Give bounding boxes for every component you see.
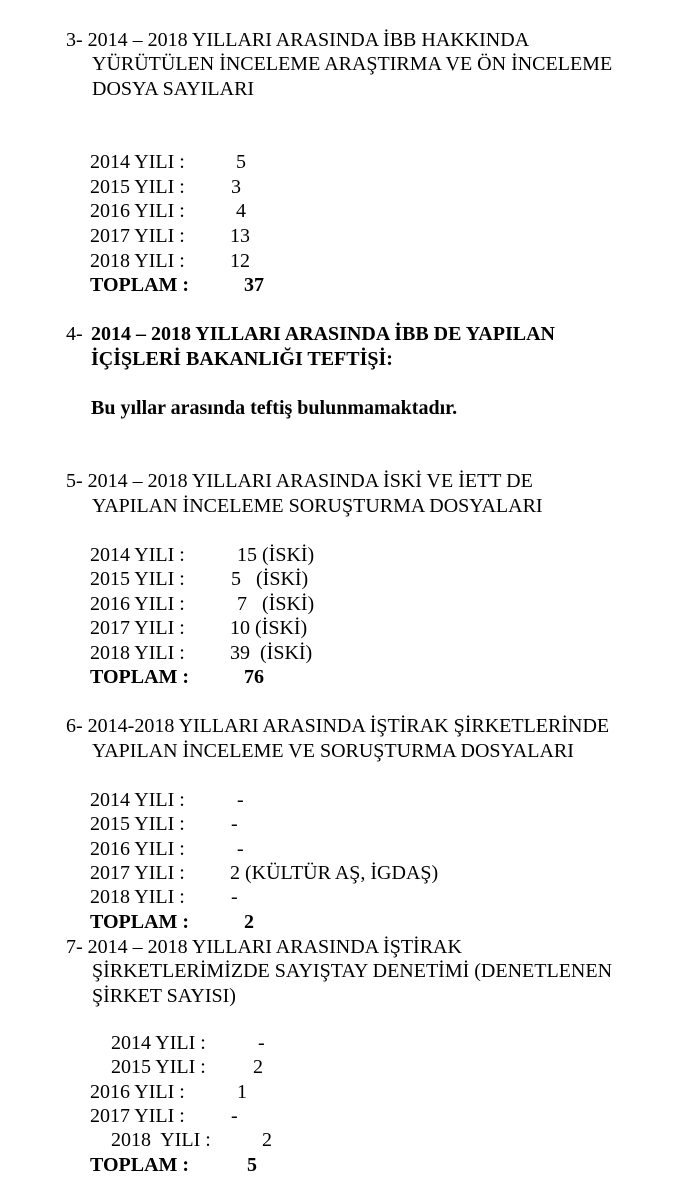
s7-total-label: TOPLAM : <box>90 1154 190 1176</box>
section-4-heading-line-2: İÇİŞLERİ BAKANLIĞI TEFTİŞİ: <box>91 348 393 370</box>
s3-row-2014-value: 5 <box>236 151 246 173</box>
s3-row-2016-label: 2016 YILI : <box>90 200 185 222</box>
s6-row-2014-value: - <box>237 789 244 811</box>
s5-row-2017-label: 2017 YILI : <box>90 617 185 639</box>
s6-total-value: 2 <box>244 911 254 933</box>
s6-row-2018-value: - <box>231 886 238 908</box>
s7-row-2015-label: 2015 YILI : <box>111 1056 206 1078</box>
s6-row-2015-label: 2015 YILI : <box>90 813 185 835</box>
section-7-heading-line-3: ŞİRKET SAYISI) <box>92 985 236 1007</box>
s5-row-2018-value: 39 (İSKİ) <box>230 642 313 664</box>
section-7-heading-line-2: ŞİRKETLERİMİZDE SAYIŞTAY DENETİMİ (DENETLENEN <box>92 960 613 982</box>
section-4-prefix: 4- <box>66 323 83 345</box>
s7-row-2014-value: - <box>258 1032 265 1054</box>
s6-total-label: TOPLAM : <box>90 911 190 933</box>
s5-row-2016-label: 2016 YILI : <box>90 593 185 615</box>
s6-row-2018-label: 2018 YILI : <box>90 886 185 908</box>
s7-row-2017-label: 2017 YILI : <box>90 1105 185 1127</box>
s3-row-2017-label: 2017 YILI : <box>90 225 185 247</box>
s7-row-2016-label: 2016 YILI : <box>90 1081 185 1103</box>
s3-total-value: 37 <box>244 274 264 296</box>
s5-row-2018-label: 2018 YILI : <box>90 642 185 664</box>
s7-row-2018-value: 2 <box>262 1129 272 1151</box>
s3-row-2016-value: 4 <box>236 200 246 222</box>
s5-row-2015-value: 5 (İSKİ) <box>231 568 309 590</box>
section-4-body: Bu yıllar arasında teftiş bulunmamaktadır. <box>91 397 458 419</box>
s7-total-value: 5 <box>247 1154 257 1176</box>
s6-row-2015-value: - <box>231 813 238 835</box>
s3-row-2014-label: 2014 YILI : <box>90 151 185 173</box>
s5-total-value: 76 <box>244 666 264 688</box>
s3-row-2017-value: 13 <box>230 225 250 247</box>
s7-row-2014-label: 2014 YILI : <box>111 1032 206 1054</box>
section-3-heading-line-2: YÜRÜTÜLEN İNCELEME ARAŞTIRMA VE ÖN İNCELEME <box>92 53 613 75</box>
s5-total-label: TOPLAM : <box>90 666 190 688</box>
s7-row-2017-value: - <box>231 1105 238 1127</box>
section-5-heading-line-2: YAPILAN İNCELEME SORUŞTURMA DOSYALARI <box>92 495 543 517</box>
s3-row-2018-label: 2018 YILI : <box>90 250 185 272</box>
s5-row-2014-label: 2014 YILI : <box>90 544 185 566</box>
section-3-heading-line-3: DOSYA SAYILARI <box>92 78 255 100</box>
s5-row-2015-label: 2015 YILI : <box>90 568 185 590</box>
s5-row-2016-value: 7 (İSKİ) <box>237 593 315 615</box>
section-5-heading-line-1: 5- 2014 – 2018 YILLARI ARASINDA İSKİ VE İETT DE <box>66 470 533 492</box>
section-4-heading-line-1: 2014 – 2018 YILLARI ARASINDA İBB DE YAPILAN <box>91 323 555 345</box>
s6-row-2016-value: - <box>237 838 244 860</box>
s7-row-2015-value: 2 <box>253 1056 263 1078</box>
section-3-heading-line-1: 3- 2014 – 2018 YILLARI ARASINDA İBB HAKKINDA <box>66 29 530 51</box>
s3-row-2015-value: 3 <box>231 176 241 198</box>
s5-row-2017-value: 10 (İSKİ) <box>230 617 308 639</box>
s3-row-2015-label: 2015 YILI : <box>90 176 185 198</box>
section-6-heading-line-2: YAPILAN İNCELEME VE SORUŞTURMA DOSYALARI <box>92 740 574 762</box>
s6-row-2016-label: 2016 YILI : <box>90 838 185 860</box>
section-6-heading-line-1: 6- 2014-2018 YILLARI ARASINDA İŞTİRAK ŞİRKETLERİNDE <box>66 715 610 737</box>
s5-row-2014-value: 15 (İSKİ) <box>237 544 315 566</box>
section-7-heading-line-1: 7- 2014 – 2018 YILLARI ARASINDA İŞTİRAK <box>66 936 462 958</box>
s7-row-2016-value: 1 <box>237 1081 247 1103</box>
s7-row-2018-label: 2018 YILI : <box>111 1129 211 1151</box>
s6-row-2017-label: 2017 YILI : <box>90 862 185 884</box>
s6-row-2017-value: 2 (KÜLTÜR AŞ, İGDAŞ) <box>230 862 439 884</box>
s6-row-2014-label: 2014 YILI : <box>90 789 185 811</box>
s3-total-label: TOPLAM : <box>90 274 190 296</box>
s3-row-2018-value: 12 <box>230 250 250 272</box>
